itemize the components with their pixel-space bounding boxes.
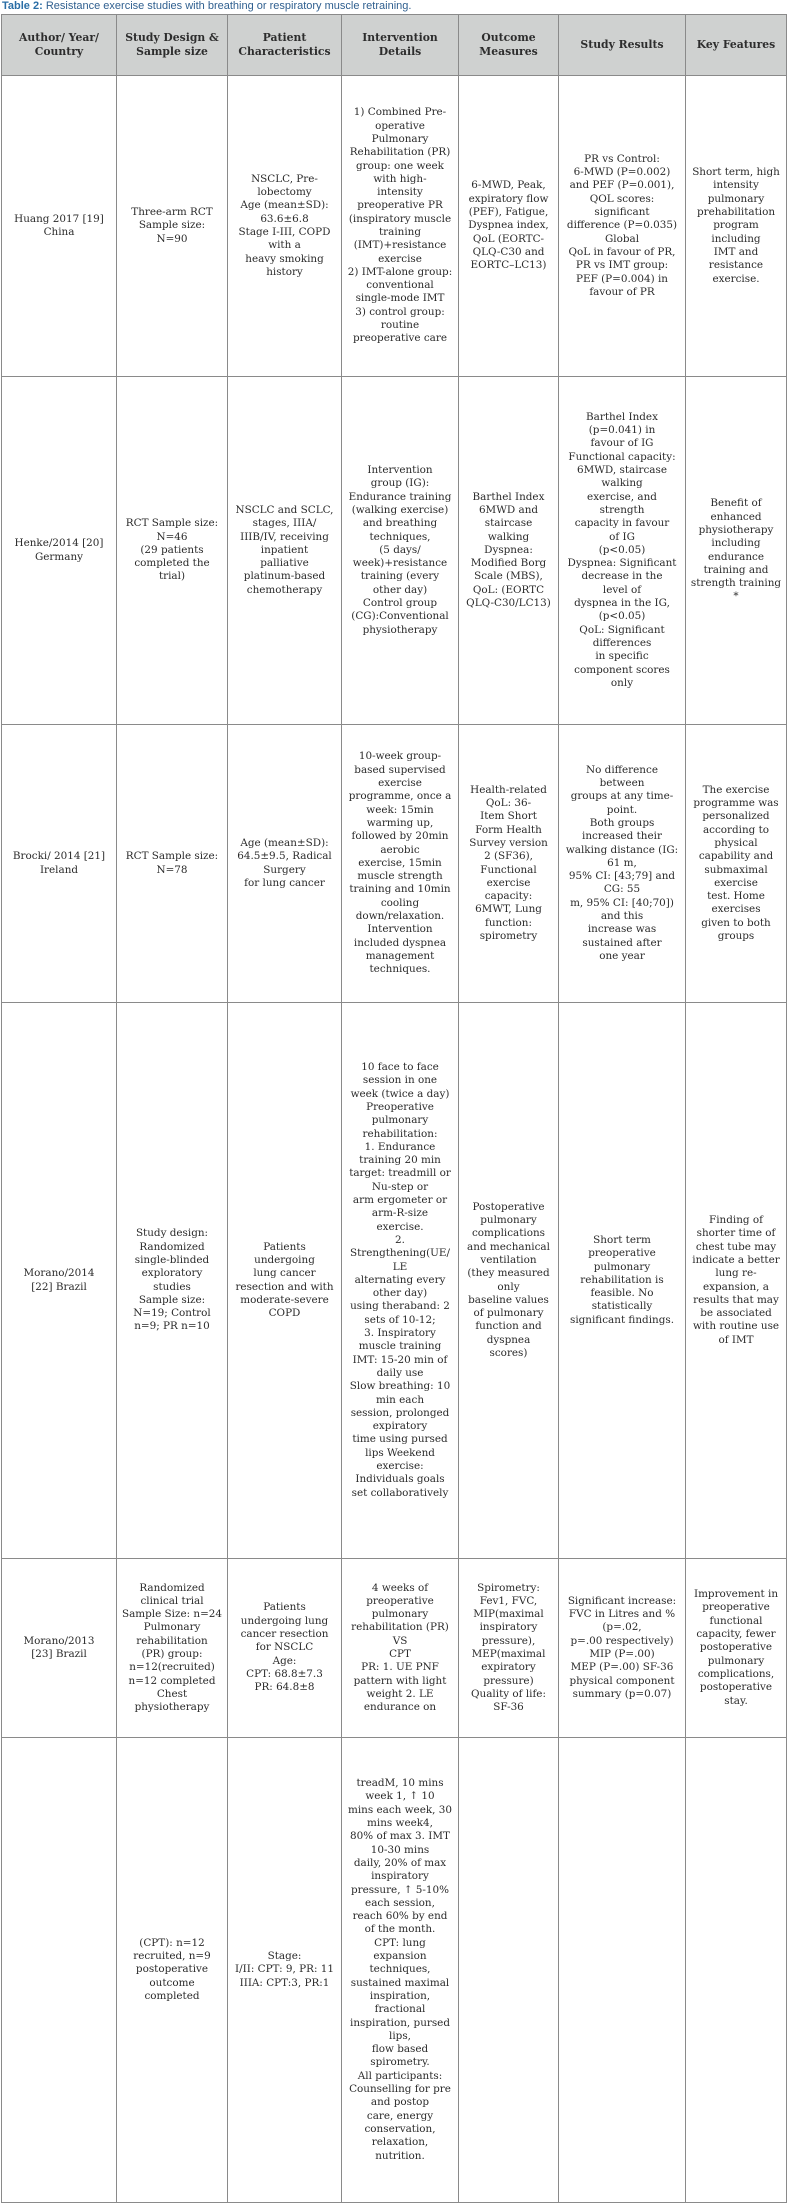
cell-patients: NSCLC and SCLC, stages, IIIA/ IIIB/IV, receiving inpatient palliative platinum-based chemotherapy xyxy=(228,377,342,725)
cell-design: Three-arm RCT Sample size: N=90 xyxy=(117,76,228,377)
cell-outcomes: Barthel Index 6MWD and staircase walking Dyspnea: Modified Borg Scale (MBS), QoL: (EORTC QLQ-C30/LC13) xyxy=(459,377,559,725)
cell-features: Improvement in preoperative functional capacity, fewer postoperative pulmonary complications, postoperative stay. xyxy=(686,1559,787,1738)
cell-author: Henke/2014 [20] Germany xyxy=(2,377,117,725)
table-row xyxy=(2,1559,787,1738)
cell-outcomes xyxy=(459,1738,559,2203)
cell-intervention: 4 weeks of preoperative pulmonary rehabilitation (PR) VS CPT PR: 1. UE PNF pattern with light weight 2. LE endurance on xyxy=(342,1559,459,1738)
cell-intervention: Intervention group (IG): Endurance training (walking exercise) and breathing techniques, (5 days/ week)+resistance training (every other day) Control group (CG):Conventional physiotherapy xyxy=(342,377,459,725)
cell-features: Short term, high intensity pulmonary prehabilitation program including IMT and resistance exercise. xyxy=(686,76,787,377)
cell-outcomes: 6-MWD, Peak, expiratory flow (PEF), Fatigue, Dyspnea index, QoL (EORTC- QLQ-C30 and EORTC–LC13) xyxy=(459,76,559,377)
cell-design: RCT Sample size: N=78 xyxy=(117,725,228,1003)
table-row xyxy=(2,1738,787,2203)
cell-results: Short term preoperative pulmonary rehabilitation is feasible. No statistically significant findings. xyxy=(559,1003,686,1559)
header-outcomes: Outcome Measures xyxy=(459,15,559,76)
cell-features: The exercise programme was personalized according to physical capability and submaximal exercise test. Home exercises given to both groups xyxy=(686,725,787,1003)
table-row xyxy=(2,377,787,725)
header-patients: Patient Characteristics xyxy=(228,15,342,76)
table-header-row xyxy=(2,15,787,76)
header-features: Key Features xyxy=(686,15,787,76)
cell-patients: Stage: I/II: CPT: 9, PR: 11 IIIA: CPT:3, PR:1 xyxy=(228,1738,342,2203)
cell-features: Finding of shorter time of chest tube may indicate a better lung re- expansion, a results that may be associated with routine use of IMT xyxy=(686,1003,787,1559)
cell-features xyxy=(686,1738,787,2203)
cell-results: Barthel Index (p=0.041) in favour of IG Functional capacity: 6MWD, staircase walking exercise, and strength capacity in favour of IG (p<0.05) Dyspnea: Significant decrease in the level of dyspnea in the IG, (p<0.05) QoL: Significant differences in specific component scores only xyxy=(559,377,686,725)
cell-results: Significant increase: FVC in Litres and % (p=.02, p=.00 respectively) MIP (P=.00) MEP (P=.00) SF-36 physical component summary (p=0.07) xyxy=(559,1559,686,1738)
cell-author xyxy=(2,1738,117,2203)
caption-label: Table 2: xyxy=(2,0,43,12)
header-results: Study Results xyxy=(559,15,686,76)
cell-design: Study design: Randomized single-blinded exploratory studies Sample size: N=19; Control n=9; PR n=10 xyxy=(117,1003,228,1559)
table-caption xyxy=(0,0,787,14)
cell-design: (CPT): n=12 recruited, n=9 postoperative outcome completed xyxy=(117,1738,228,2203)
cell-outcomes: Health-related QoL: 36- Item Short Form Health Survey version 2 (SF36), Functional exercise capacity: 6MWT, Lung function: spirometry xyxy=(459,725,559,1003)
cell-outcomes: Postoperative pulmonary complications and mechanical ventilation (they measured only baseline values of pulmonary function and dyspnea scores) xyxy=(459,1003,559,1559)
resistance-exercise-studies-table xyxy=(1,14,787,2203)
cell-design: RCT Sample size: N=46 (29 patients completed the trial) xyxy=(117,377,228,725)
table-row xyxy=(2,725,787,1003)
table-row xyxy=(2,76,787,377)
header-author: Author/ Year/ Country xyxy=(2,15,117,76)
header-design: Study Design & Sample size xyxy=(117,15,228,76)
cell-patients: Patients undergoing lung cancer resection and with moderate-severe COPD xyxy=(228,1003,342,1559)
cell-author: Huang 2017 [19] China xyxy=(2,76,117,377)
cell-intervention: 10 face to face session in one week (twice a day) Preoperative pulmonary rehabilitation: 1. Endurance training 20 min target: treadmill or Nu-step or arm ergometer or arm-R-size exercise. 2. Strengthening(UE/ LE alternating every other day) using theraband: 2 sets of 10-12; 3. Inspiratory muscle training IMT: 15-20 min of daily use Slow breathing: 10 min each session, prolonged expiratory time using pursed lips Weekend exercise: Individuals goals set collaboratively xyxy=(342,1003,459,1559)
header-intervention: Intervention Details xyxy=(342,15,459,76)
caption-text: Resistance exercise studies with breathing or respiratory muscle retraining. xyxy=(42,0,412,12)
cell-author: Brocki/ 2014 [21] Ireland xyxy=(2,725,117,1003)
cell-intervention: treadM, 10 mins week 1, ↑ 10 mins each week, 30 mins week4, 80% of max 3. IMT 10-30 mins daily, 20% of max inspiratory pressure, ↑ 5-10% each session, reach 60% by end of the month. CPT: lung expansion techniques, sustained maximal inspiration, fractional inspiration, pursed lips, flow based spirometry. All participants: Counselling for pre and postop care, energy conservation, relaxation, nutrition. xyxy=(342,1738,459,2203)
cell-patients: NSCLC, Pre- lobectomy Age (mean±SD): 63.6±6.8 Stage I-III, COPD with a heavy smoking history xyxy=(228,76,342,377)
cell-author: Morano/2014 [22] Brazil xyxy=(2,1003,117,1559)
cell-features: Benefit of enhanced physiotherapy including endurance training and strength training * xyxy=(686,377,787,725)
cell-patients: Patients undergoing lung cancer resection for NSCLC Age: CPT: 68.8±7.3 PR: 64.8±8 xyxy=(228,1559,342,1738)
cell-design: Randomized clinical trial Sample Size: n=24 Pulmonary rehabilitation (PR) group: n=12(recruited) n=12 completed Chest physiotherapy xyxy=(117,1559,228,1738)
cell-patients: Age (mean±SD): 64.5±9.5, Radical Surgery for lung cancer xyxy=(228,725,342,1003)
cell-intervention: 1) Combined Pre- operative Pulmonary Rehabilitation (PR) group: one week with high- intensity preoperative PR (inspiratory muscle training (IMT)+resistance exercise 2) IMT-alone group: conventional single-mode IMT 3) control group: routine preoperative care xyxy=(342,76,459,377)
cell-results: No difference between groups at any time- point. Both groups increased their walking distance (IG: 61 m, 95% CI: [43;79] and CG: 55 m, 95% CI: [40;70]) and this increase was sustained after one year xyxy=(559,725,686,1003)
cell-results xyxy=(559,1738,686,2203)
cell-outcomes: Spirometry: Fev1, FVC, MIP(maximal inspiratory pressure), MEP(maximal expiratory pressure) Quality of life: SF-36 xyxy=(459,1559,559,1738)
cell-intervention: 10-week group- based supervised exercise programme, once a week: 15min warming up, followed by 20min aerobic exercise, 15min muscle strength training and 10min cooling down/relaxation. Intervention included dyspnea management techniques. xyxy=(342,725,459,1003)
table-row xyxy=(2,1003,787,1559)
cell-results: PR vs Control: 6-MWD (P=0.002) and PEF (P=0.001), QOL scores: significant difference (P=0.035) Global QoL in favour of PR, PR vs IMT group: PEF (P=0.004) in favour of PR xyxy=(559,76,686,377)
cell-author: Morano/2013 [23] Brazil xyxy=(2,1559,117,1738)
